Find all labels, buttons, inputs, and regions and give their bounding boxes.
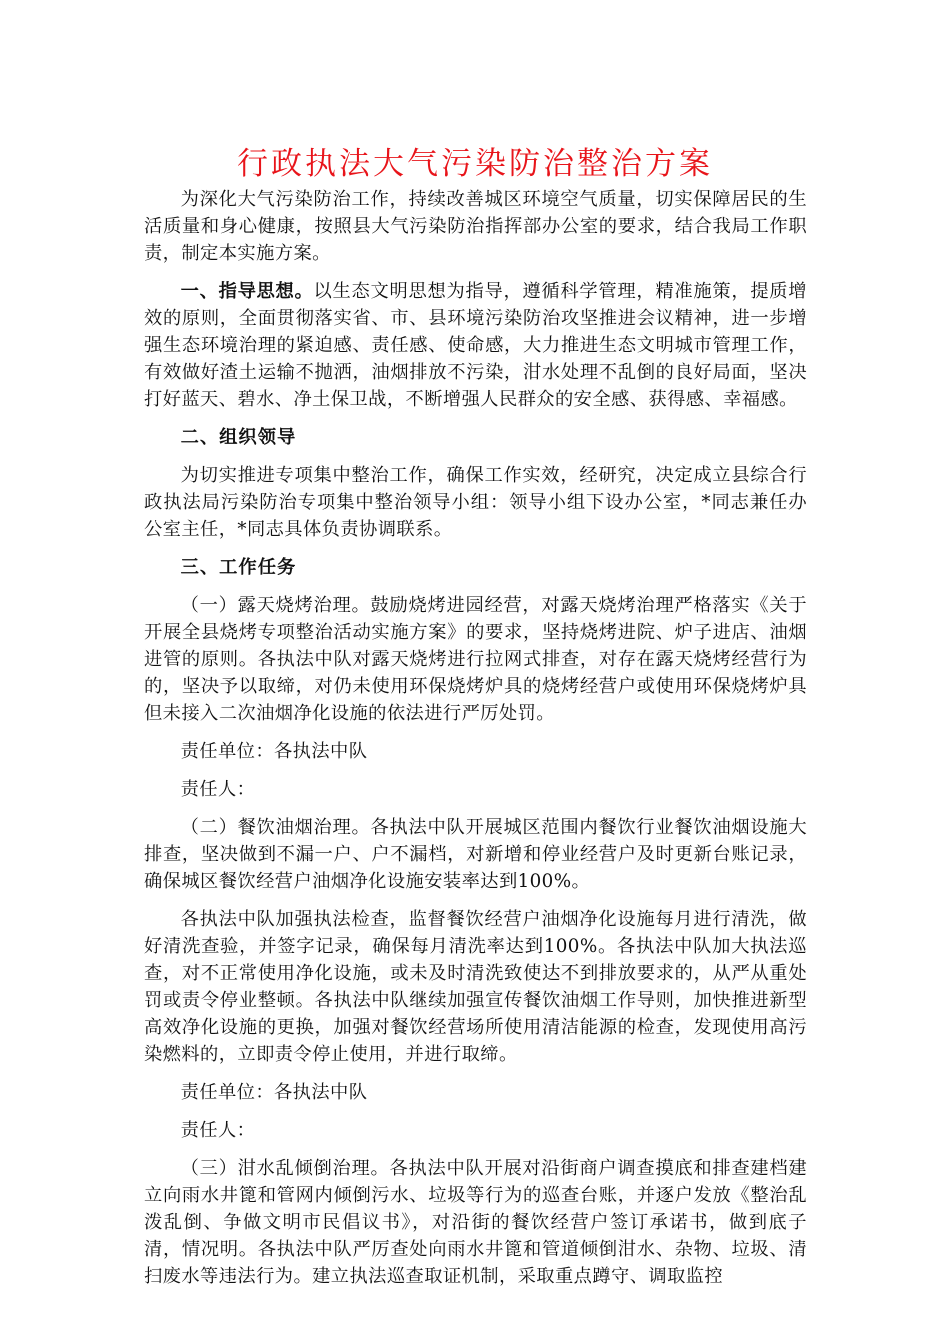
intro-paragraph: 为深化大气污染防治工作，持续改善城区环境空气质量，切实保障居民的生活质量和身心健康，按照县大气污染防治指挥部办公室的要求，结合我局工作职责，制定本实施方案。 (144, 189, 807, 264)
task-outdoor-bbq: （一）露天烧烤治理。鼓励烧烤进园经营，对露天烧烤治理严格落实《关于开展全县烧烤专项整治活动实施方案》的要求，坚持烧烤进院、炉子进店、油烟进管的原则。各执法中队对露天烧烤进行拉网式排查，对存在露天烧烤经营行为的，坚决予以取缔，对仍未使用环保烧烤炉具的烧烤经营户或使用环保烧烤炉具但未接入二次油烟净化设施的依法进行严厉处罚。 (144, 595, 807, 724)
document-title: 行政执法大气污染防治整治方案 (237, 146, 713, 182)
section-guiding-ideology-text: 以生态文明思想为指导，遵循科学管理，精准施策，提质增效的原则，全面贯彻落实省、市、县环境污染防治攻坚推进会议精神，进一步增强生态环境治理的紧迫感、责任感、使命感，大力推进生态文明城市管理工作，有效做好渣土运输不抛洒，油烟排放不污染，泔水处理不乱倒的良好局面，坚决打好蓝天、碧水、净土保卫战，不断增强人民群众的安全感、获得感、幸福感。 (144, 281, 807, 410)
document-body (144, 186, 807, 1301)
task-catering-fumes-more: 各执法中队加强执法检查，监督餐饮经营户油烟净化设施每月进行清洗，做好清洗查验，并签字记录，确保每月清洗率达到100%。各执法中队加大执法巡查，对不正常使用净化设施，或未及时清洗致使达不到排放要求的，从严从重处罚或责令停业整顿。各执法中队继续加强宣传餐饮油烟工作导则，加快推进新型高效净化设施的更换，加强对餐饮经营场所使用清洁能源的检查，发现使用高污染燃料的，立即责令停止使用，并进行取缔。 (144, 909, 807, 1065)
task-catering-fumes-unit: 责任单位：各执法中队 (180, 1082, 368, 1103)
section-organization-text: 为切实推进专项集中整治工作，确保工作实效，经研究，决定成立县综合行政执法局污染防治专项集中整治领导小组：领导小组下设办公室，*同志兼任办公室主任，*同志具体负责协调联系。 (144, 465, 807, 540)
task-catering-fumes: （二）餐饮油烟治理。各执法中队开展城区范围内餐饮行业餐饮油烟设施大排查，坚决做到不漏一户、户不漏档，对新增和停业经营户及时更新台账记录，确保城区餐饮经营户油烟净化设施安装率达到100%。 (144, 817, 807, 892)
task-outdoor-bbq-unit: 责任单位：各执法中队 (180, 741, 368, 762)
task-catering-fumes-person: 责任人： (180, 1120, 256, 1141)
section-tasks-heading: 三、工作任务 (180, 557, 297, 578)
section-guiding-ideology-heading: 一、指导思想。 (180, 281, 314, 302)
task-swill-dumping: （三）泔水乱倾倒治理。各执法中队开展对沿街商户调查摸底和排查建档建立向雨水井篦和管网内倾倒污水、垃圾等行为的巡查台账，并逐户发放《整治乱泼乱倒、争做文明市民倡议书》，对沿街的餐饮经营户签订承诺书，做到底子清，情况明。各执法中队严厉查处向雨水井篦和管道倾倒泔水、杂物、垃圾、清扫废水等违法行为。建立执法巡查取证机制，采取重点蹲守、调取监控 (144, 1158, 807, 1287)
section-organization-heading: 二、组织领导 (180, 427, 297, 448)
section-guiding-ideology (144, 278, 807, 413)
task-outdoor-bbq-person: 责任人： (180, 779, 256, 800)
